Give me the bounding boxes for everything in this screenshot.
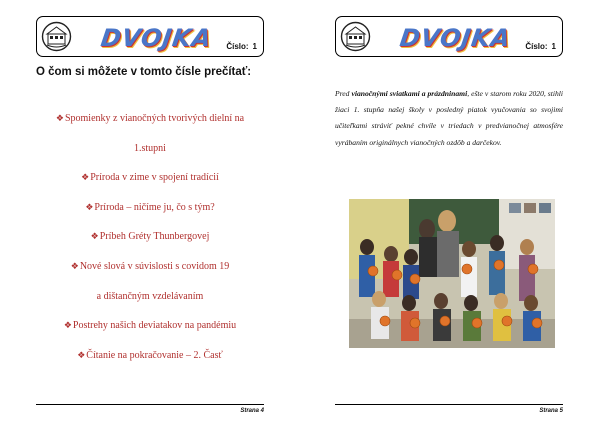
toc-item-text: Čítanie na pokračovanie – 2. Časť xyxy=(86,349,223,361)
intro-text-bold: vianočnými sviatkami a prázdninami xyxy=(351,89,468,98)
toc-item xyxy=(36,282,264,312)
toc-item-text: Spomienky z vianočných tvorivých dielní na xyxy=(64,113,245,124)
masthead-box xyxy=(335,16,563,57)
issue-value: 1 xyxy=(551,42,556,51)
toc-item-text: Príbeh Gréty Thunbergovej xyxy=(99,231,210,243)
toc-item-text: 1.stupni xyxy=(134,142,166,154)
toc-item-text: Príroda v zime v spojení tradícií xyxy=(90,172,219,184)
toc-item xyxy=(36,163,264,193)
page-number: Strana 4 xyxy=(240,408,264,414)
issue-label: Číslo: xyxy=(525,42,548,51)
toc-item-text: Postrehy našich deviatakov na pandémiu xyxy=(72,320,237,332)
toc-item xyxy=(36,104,264,134)
intro-text-rest: , ešte v starom roku 2020, stihli žiaci 1. stupňa našej školy v posledný piatok vyučovania so svojimi učiteľkami stráviť pekné chvíle v triedach v predvianočnej atmosfére vyrábaním originálnych vianočných ozdôb a darčekov. xyxy=(335,89,563,147)
diamond-bullet-icon: ❖ xyxy=(85,201,94,212)
toc-item xyxy=(36,252,264,282)
toc-item xyxy=(36,193,264,223)
footer-divider xyxy=(335,404,563,405)
toc-heading: O čom si môžete v tomto čísle prečítať: xyxy=(36,66,252,78)
diamond-bullet-icon: ❖ xyxy=(63,320,72,331)
school-logo-icon xyxy=(41,21,72,52)
toc-item-text: a dištančným vzdelávaním xyxy=(96,290,204,302)
toc-item xyxy=(36,134,264,164)
toc-item xyxy=(36,341,264,371)
article-intro xyxy=(335,86,563,151)
diamond-bullet-icon: ❖ xyxy=(77,349,86,360)
masthead-title: DVOJKA xyxy=(99,24,214,52)
class-photo-image xyxy=(349,199,555,348)
toc-item-text: Príroda – ničíme ju, čo s tým? xyxy=(94,201,215,213)
issue-label: Číslo: xyxy=(226,42,249,51)
diamond-bullet-icon: ❖ xyxy=(81,172,90,183)
footer-divider xyxy=(36,404,264,405)
intro-text-start: Pred xyxy=(335,89,352,98)
school-logo-icon xyxy=(340,21,371,52)
issue-number xyxy=(525,42,556,51)
diamond-bullet-icon: ❖ xyxy=(55,113,64,123)
masthead-box xyxy=(36,16,264,57)
toc-item xyxy=(36,222,264,252)
issue-value: 1 xyxy=(252,42,257,51)
masthead-title: DVOJKA xyxy=(398,24,513,52)
page-number: Strana 5 xyxy=(539,408,563,414)
diamond-bullet-icon: ❖ xyxy=(90,231,99,242)
issue-number xyxy=(226,42,257,51)
table-of-contents xyxy=(36,104,264,370)
class-photo xyxy=(349,199,555,348)
diamond-bullet-icon: ❖ xyxy=(70,260,79,271)
page-right xyxy=(300,0,600,424)
toc-item-text: Nové slová v súvislosti s covidom 19 xyxy=(79,260,230,272)
toc-item xyxy=(36,311,264,341)
